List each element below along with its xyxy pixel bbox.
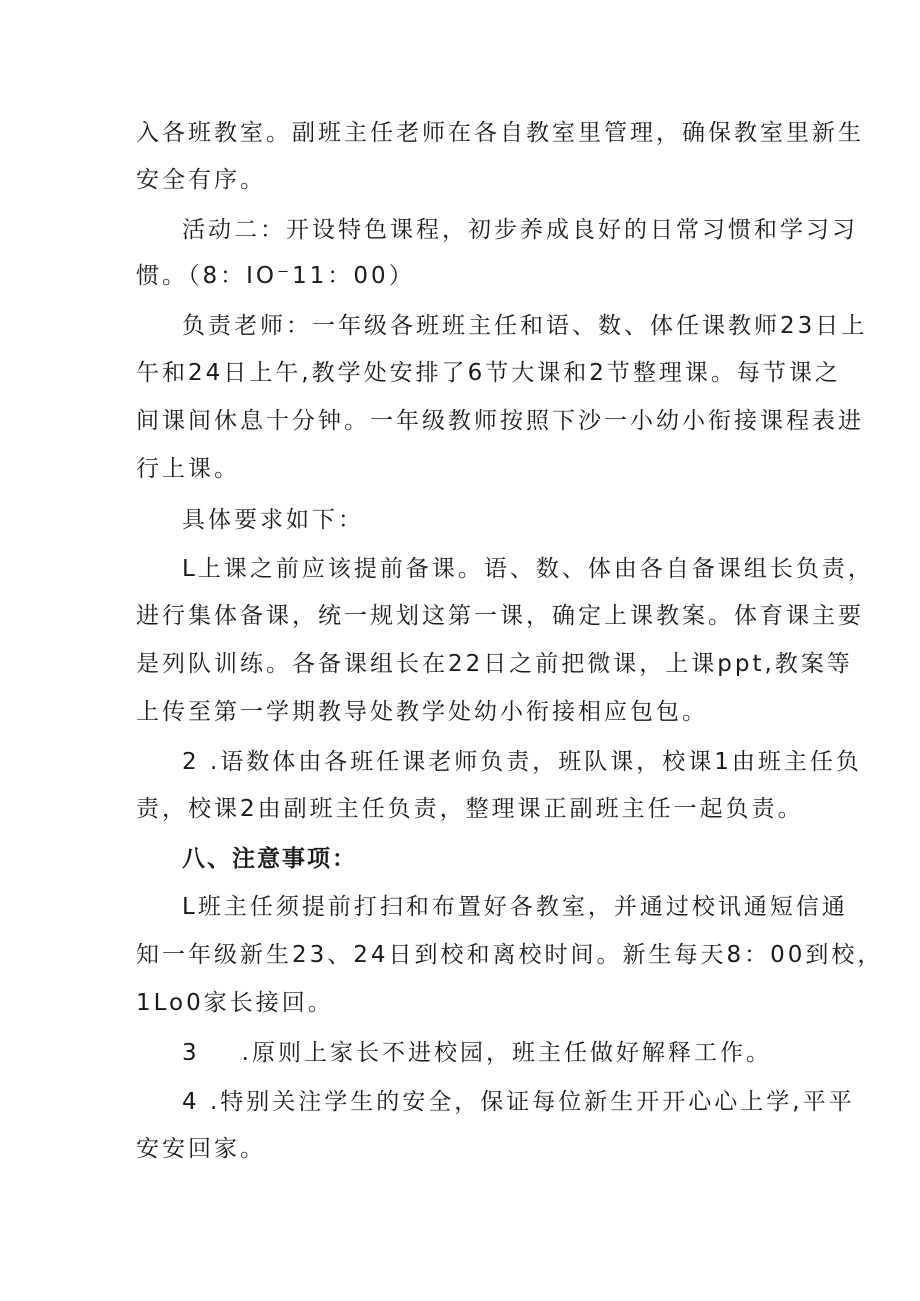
text-line: 是列队训练。各备课组长在22日之前把微课，上课ppt,教案等	[136, 651, 853, 677]
item-number: 3	[182, 1040, 200, 1066]
notes-item-1: L班主任须提前打扫和布置好各教室，并通过校讯通短信通	[182, 894, 848, 920]
item-text: .原则上家长不进校园，班主任做好解释工作。	[241, 1040, 772, 1066]
notes-item-4: 4 .特别关注学生的安全，保证每位新生开开心心上学,平平	[182, 1089, 855, 1115]
paragraph-activity-two: 活动二：开设特色课程，初步养成良好的日常习惯和学习习	[182, 217, 858, 243]
text-line: 上传至第一学期教导处教学处幼小衔接相应包包。	[136, 699, 708, 725]
text-line: 安安回家。	[136, 1136, 266, 1162]
text-line: 知一年级新生23、24日到校和离校时间。新生每天8：00到校，	[136, 942, 884, 968]
text-line: 午和24日上午,教学处安排了6节大课和2节整理课。每节课之	[136, 360, 841, 386]
text-line: 间课间休息十分钟。一年级教师按照下沙一小幼小衔接课程表进	[136, 408, 864, 434]
paragraph-responsible-teachers: 负责老师：一年级各班班主任和语、数、体任课教师23日上	[182, 313, 868, 339]
list-item-1: L上课之前应该提前备课。语、数、体由各自备课组长负责，	[182, 556, 874, 582]
list-item-2: 2 .语数体由各班任课老师负责，班队课，校课1由班主任负	[182, 749, 862, 775]
text-line: 责，校课2由副班主任负责，整理课正副班主任一起负责。	[136, 796, 804, 822]
notes-item-3	[182, 1038, 772, 1068]
text-line: 1Lo0家长接回。	[136, 990, 334, 1016]
paragraph-requirements-intro: 具体要求如下：	[182, 507, 364, 533]
text-line: 入各班教室。副班主任老师在各自教室里管理，确保教室里新生	[136, 120, 864, 146]
text-line: 行上课。	[136, 456, 240, 482]
section-heading-notes: 八、注意事项：	[182, 846, 357, 872]
text-line: 安全有序。	[136, 167, 266, 193]
text-line: 惯。（8：IO⁻11：00）	[136, 263, 415, 289]
text-line: 进行集体备课，统一规划这第一课，确定上课教案。体育课主要	[136, 603, 864, 629]
